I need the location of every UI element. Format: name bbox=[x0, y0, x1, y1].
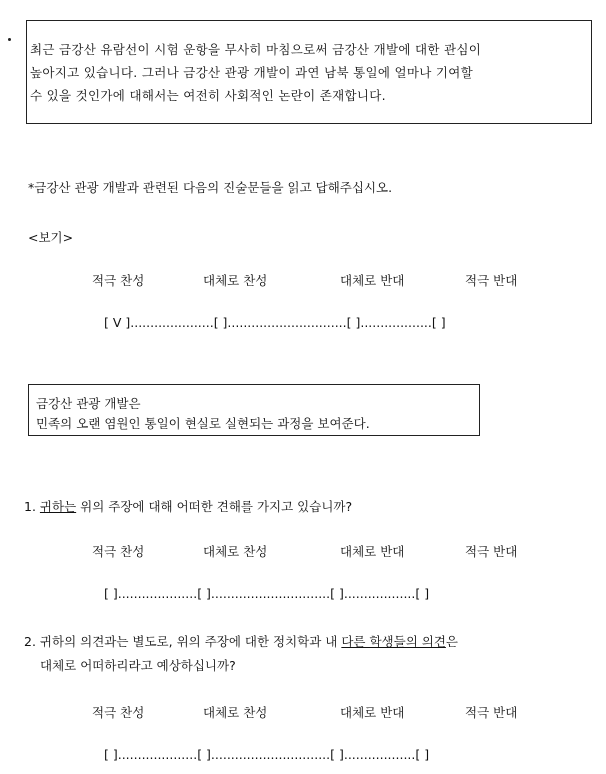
q2-scale-strongly-disagree: 적극 반대 bbox=[465, 705, 518, 720]
q1-scale-strongly-disagree: 적극 반대 bbox=[465, 544, 518, 559]
question-1-text: 위의 주장에 대해 어떠한 견해를 가지고 있습니까? bbox=[76, 499, 353, 514]
q1-scale-agree: 대체로 찬성 bbox=[203, 544, 268, 559]
statement-line-1: 금강산 관광 개발은 bbox=[36, 396, 141, 411]
q2-answer-row[interactable]: [ ]....................[ ]..............................[ ]..................[ ] bbox=[104, 747, 430, 762]
intro-line-2: 높아지고 있습니다. 그러나 금강산 관광 개발이 과연 남북 통일에 얼마나 기여할 bbox=[30, 65, 474, 80]
q2-scale-strongly-agree: 적극 찬성 bbox=[92, 705, 145, 720]
example-scale-strongly-disagree: 적극 반대 bbox=[465, 273, 518, 288]
q1-answer-row[interactable]: [ ]....................[ ]..............................[ ]..................[ ] bbox=[104, 586, 430, 601]
q1-scale-disagree: 대체로 반대 bbox=[340, 544, 405, 559]
question-2-subject: 다른 학생들의 의견 bbox=[341, 634, 446, 649]
question-1-subject: 귀하는 bbox=[39, 499, 77, 514]
example-answer-row: [ V ].....................[ ]..............................[ ]..................[ ] bbox=[104, 315, 446, 330]
margin-mark bbox=[8, 38, 11, 41]
question-2-line-2: 대체로 어떠하리라고 예상하십니까? bbox=[40, 658, 236, 673]
question-2 bbox=[24, 632, 458, 650]
example-scale-disagree: 대체로 반대 bbox=[340, 273, 405, 288]
q2-scale-disagree: 대체로 반대 bbox=[340, 705, 405, 720]
example-scale-strongly-agree: 적극 찬성 bbox=[92, 273, 145, 288]
statement-line-2: 민족의 오랜 염원인 통일이 현실로 실현되는 과정을 보여준다. bbox=[36, 416, 370, 431]
example-label: <보기> bbox=[28, 230, 74, 245]
intro-line-1: 최근 금강산 유람선이 시험 운항을 무사히 마침으로써 금강산 개발에 대한 관심이 bbox=[30, 42, 482, 57]
example-scale-agree: 대체로 찬성 bbox=[203, 273, 268, 288]
question-2-number: 2. bbox=[24, 634, 36, 649]
question-1-number: 1. bbox=[24, 499, 36, 514]
question-2-text-part1: 귀하의 의견과는 별도로, 위의 주장에 대한 정치학과 내 bbox=[39, 634, 342, 649]
instruction-text: *금강산 관광 개발과 관련된 다음의 진술문들을 읽고 답해주십시오. bbox=[28, 180, 393, 195]
intro-line-3: 수 있을 것인가에 대해서는 여전히 사회적인 논란이 존재합니다. bbox=[30, 88, 386, 103]
question-1 bbox=[24, 497, 352, 515]
q1-scale-strongly-agree: 적극 찬성 bbox=[92, 544, 145, 559]
q2-scale-agree: 대체로 찬성 bbox=[203, 705, 268, 720]
question-2-text-part2: 은 bbox=[445, 634, 458, 649]
